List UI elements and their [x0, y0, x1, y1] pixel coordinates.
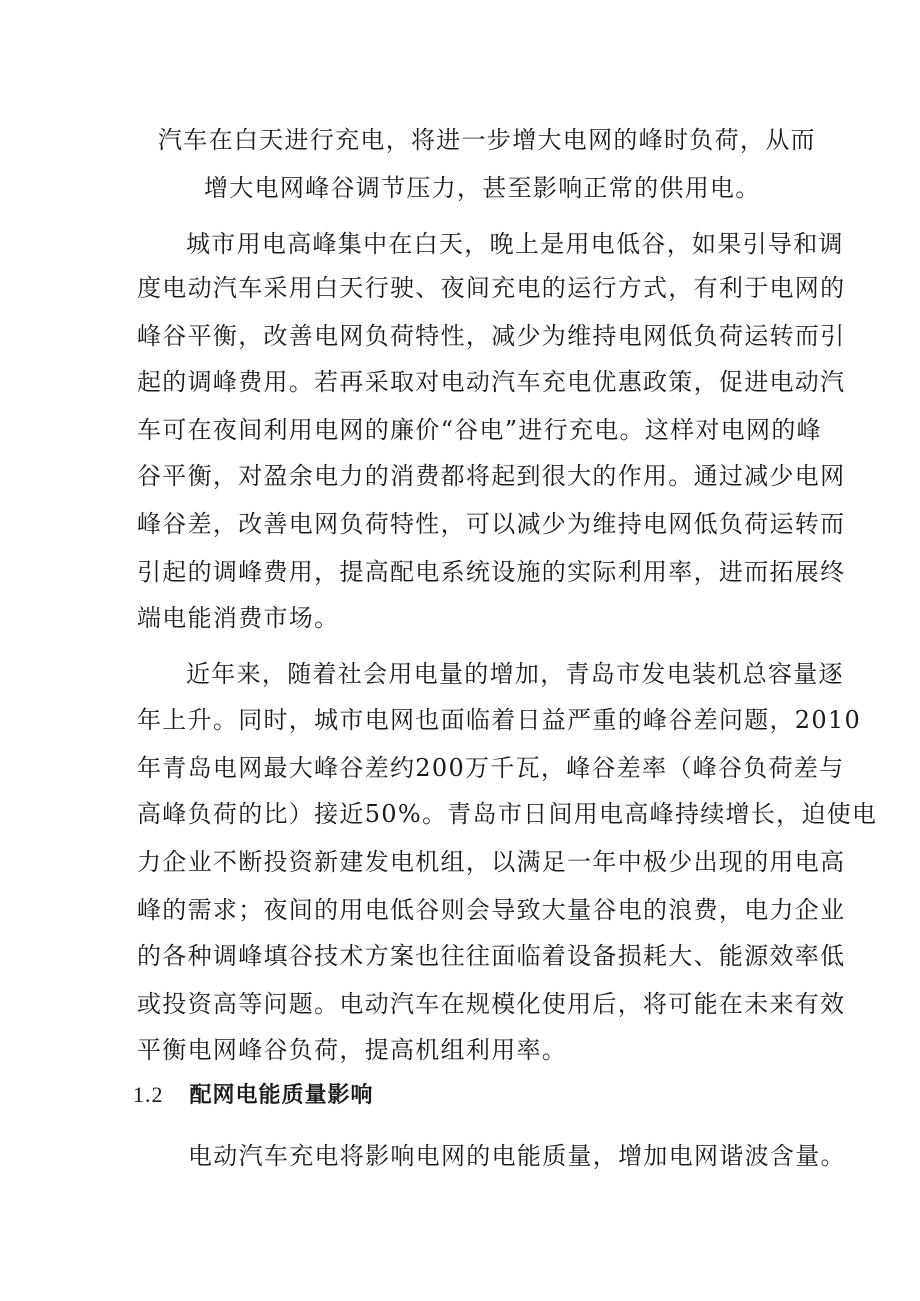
text-line: 高峰负荷的比）接近50%。青岛市日间用电高峰持续增长，迫使电	[137, 800, 878, 828]
text-line: 年上升。同时，城市电网也面临着日益严重的峰谷差问题，2010	[137, 706, 862, 734]
text-line: 峰谷差，改善电网负荷特性，可以减少为维持电网低负荷运转而	[137, 510, 846, 538]
text-line: 的各种调峰填谷技术方案也往往面临着设备损耗大、能源效率低	[137, 942, 846, 970]
text-line: 起的调峰费用。若再采取对电动汽车充电优惠政策，促进电动汽	[137, 368, 846, 396]
text-line: 车可在夜间利用电网的廉价“谷电”进行充电。这样对电网的峰	[137, 416, 822, 444]
text-line: 增大电网峰谷调节压力，甚至影响正常的供用电。	[204, 174, 761, 202]
section-heading	[133, 1080, 374, 1110]
text-line: 城市用电高峰集中在白天，晚上是用电低谷，如果引导和调	[186, 230, 844, 258]
text-line: 端电能消费市场。	[137, 604, 340, 632]
section-title: 配网电能质量影响	[189, 1082, 374, 1108]
text-line: 年青岛电网最大峰谷差约200万千瓦，峰谷差率（峰谷负荷差与	[137, 754, 845, 782]
text-line: 引起的调峰费用，提高配电系统设施的实际利用率，进而拓展终	[137, 558, 846, 586]
text-line: 近年来，随着社会用电量的增加，青岛市发电装机总容量逐	[186, 660, 844, 688]
closing-line: 电动汽车充电将影响电网的电能质量，增加电网谐波含量。	[188, 1142, 846, 1170]
text-line: 平衡电网峰谷负荷，提高机组利用率。	[137, 1036, 568, 1064]
text-line: 峰的需求；夜间的用电低谷则会导致大量谷电的浪费，电力企业	[137, 896, 846, 924]
section-number: 1.2	[133, 1082, 164, 1107]
text-line: 力企业不断投资新建发电机组，以满足一年中极少出现的用电高	[137, 848, 846, 876]
text-line: 峰谷平衡，改善电网负荷特性，减少为维持电网低负荷运转而引	[137, 322, 846, 350]
text-line: 或投资高等问题。电动汽车在规模化使用后，将可能在未来有效	[137, 990, 846, 1018]
text-line: 汽车在白天进行充电，将进一步增大电网的峰时负荷，从而	[158, 126, 816, 154]
text-line: 度电动汽车采用白天行驶、夜间充电的运行方式，有利于电网的	[137, 274, 846, 302]
text-line: 谷平衡，对盈余电力的消费都将起到很大的作用。通过减少电网	[137, 462, 846, 490]
